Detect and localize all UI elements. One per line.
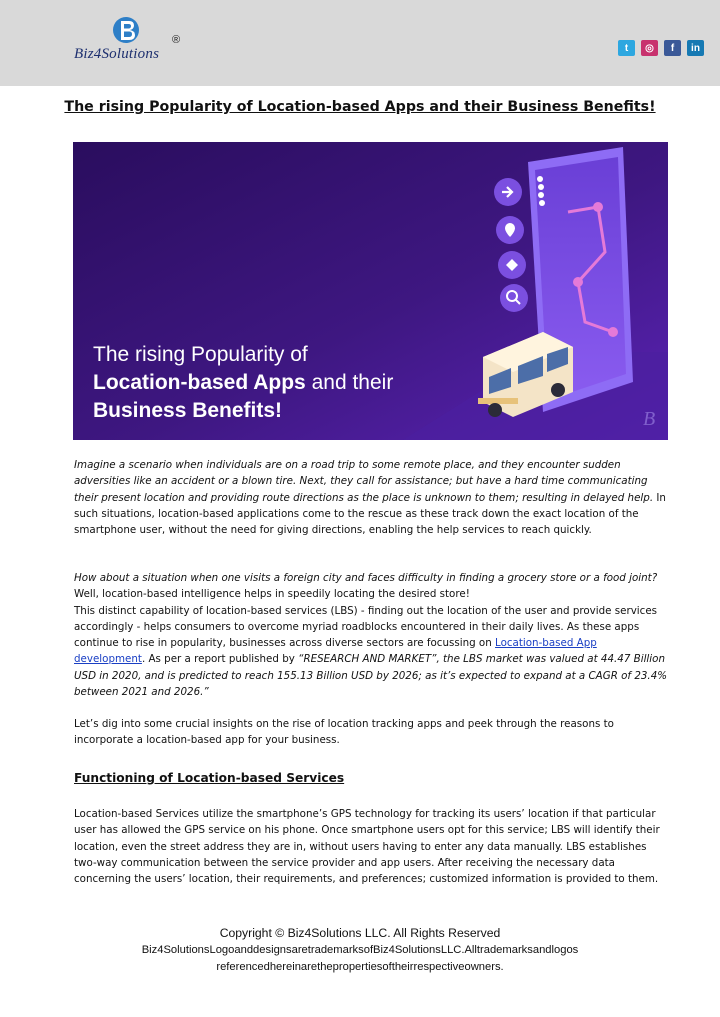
paragraph-lbs-mid: . As per a report published by	[141, 653, 299, 666]
facebook-icon[interactable]: f	[664, 40, 681, 56]
paragraph-intro-italic: Imagine a scenario when individuals are on a road trip to some remote place, and they encounter sudden adversities like an accident or a blown tire. Next, they call for assistance; but have a hard time communicating their present location and providing route directions as the place is unknown to them; resulting in delayed help.	[74, 459, 654, 504]
paragraph-lbs-start: This distinct capability of location-based services (LBS) - finding out the location of the user and provide services accordingly - helps consumers to overcome myriad roadblocks encountered in their daily lives. As these apps continue to rise in popularity, businesses across diverse sectors are focussing on	[74, 604, 658, 650]
footer-copyright: Copyright © Biz4Solutions LLC. All Rights Reserved	[219, 926, 501, 940]
hero-banner-image	[73, 142, 668, 440]
paragraph-foreign-city-italic: How about a situation when one visits a foreign city and faces difficulty in finding a grocery store or a food joint?	[74, 572, 658, 584]
section-heading: Functioning of Location-based Services	[74, 771, 345, 785]
banner-line-3: Business Benefits!	[93, 399, 283, 422]
paragraph-foreign-city	[74, 570, 670, 700]
page-title: The rising Popularity of Location-based Apps and their Business Benefits!	[64, 99, 656, 115]
company-logo[interactable]	[72, 14, 192, 70]
logo-b-icon	[108, 14, 148, 48]
twitter-icon[interactable]: t	[618, 40, 635, 56]
banner-line-1: The rising Popularity of	[93, 343, 308, 366]
footer-trademark-line-2: referencedhereinarethepropertiesoftheirrespectiveowners.	[216, 961, 504, 973]
banner-line-2: Location-based Apps and their	[93, 371, 394, 394]
location-app-development-link[interactable]: Location-based App development	[74, 637, 597, 666]
logo-wordmark: Biz4Solutions	[74, 46, 160, 62]
banner-watermark-logo: B	[643, 408, 656, 430]
paragraph-lbs-quote: “RESEARCH AND MARKET”, the LBS market was valued at 44.47 Billion USD in 2020, and is predicted to reach 155.13 Billion USD by 2026; as it’s expected to expand at a CAGR of 23.4% between 2021 and 2026.”	[74, 653, 668, 699]
registered-mark: ®	[172, 34, 181, 46]
paragraph-foreign-city-rest: Well, location-based intelligence helps in speedily locating the desired store!	[74, 588, 470, 601]
instagram-icon[interactable]: ◎	[641, 40, 658, 56]
footer-trademark-line-1: Biz4SolutionsLogoanddesignsaretrademarksofBiz4SolutionsLLC.Alltrademarksandlogos	[141, 944, 579, 956]
paragraph-insights: Let’s dig into some crucial insights on the rise of location tracking apps and peek through the reasons to incorporate a location-based app for your business.	[74, 718, 614, 747]
paragraph-intro	[74, 457, 670, 538]
linkedin-icon[interactable]: in	[687, 40, 704, 56]
paragraph-intro-rest: In such situations, location-based applications come to the rescue as these track down the exact location of the smartphone user, without the need for giving directions, enabling the help services to reach quickly.	[74, 491, 666, 537]
paragraph-functioning: Location-based Services utilize the smartphone’s GPS technology for tracking its users’ location if that particular user has allowed the GPS service on his phone. Once smartphone users opt for this service; LBS will identify their location, even the street address they are in, without users having to enter any data manually. LBS establishes two-way communication between the service provider and app users. After receiving the necessary data concerning the users’ location, their requirements, and preferences; customized information is provided to them.	[74, 808, 660, 886]
page-header	[0, 0, 720, 86]
